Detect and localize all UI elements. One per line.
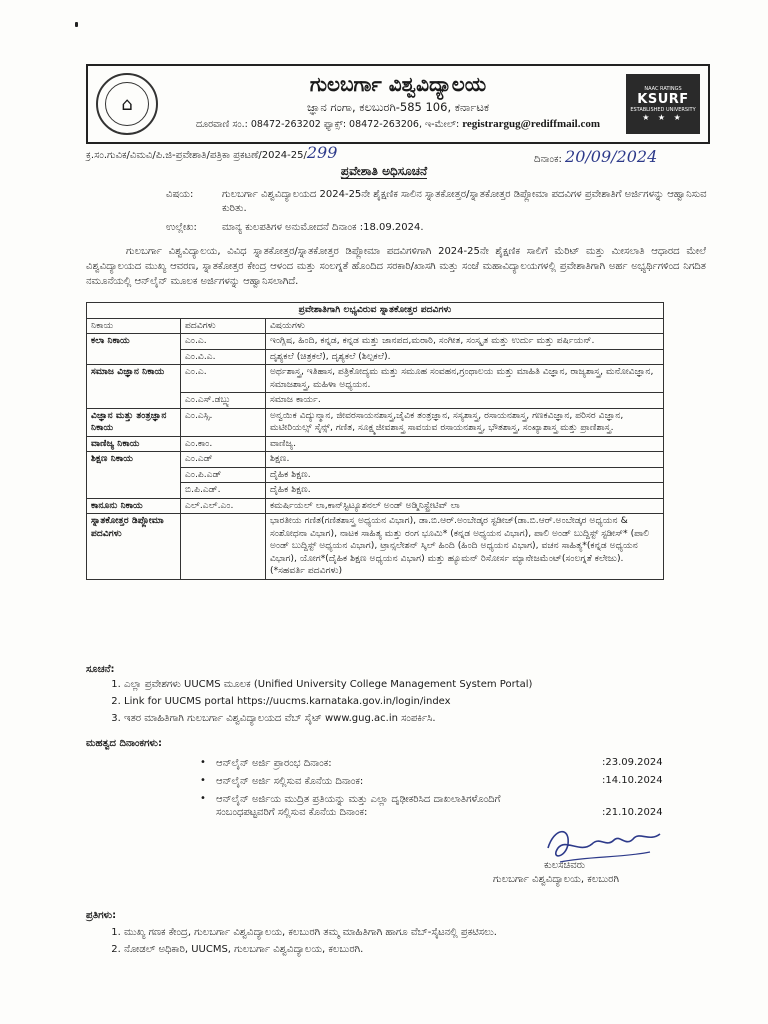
reference-line [86, 143, 710, 166]
table-row [87, 365, 664, 393]
degree-cell: ಎಂ.ಎ. [181, 365, 266, 393]
signatory-org: ಗುಲಬರ್ಗಾ ವಿಶ್ವವಿದ್ಯಾಲಯ, ಕಲಬುರಗಿ [493, 874, 619, 885]
copies-label: ಪ್ರತಿಗಳು: [86, 910, 117, 921]
badge-subtitle: ESTABLISHED UNIVERSITY [630, 107, 696, 113]
university-title: ಗುಲಬರ್ಗಾ ವಿಶ್ವವಿದ್ಯಾಲಯ [309, 72, 487, 96]
reference-number-handwritten: 299 [306, 143, 338, 162]
subjects-cell: ಅನ್ವಯಿಕ ವಿದ್ಯುನ್ಮಾನ, ಜೀವರಸಾಯನಶಾಸ್ತ್ರ,ಜೈವಿಕ ತಂತ್ರಜ್ಞಾನ, ಸಸ್ಯಶಾಸ್ತ್ರ, ರಸಾಯನಶಾಸ್ತ್ರ, ಗಣಕವಿಜ್ಞಾನ, ಪರಿಸರ ವಿಜ್ಞಾನ, ಮಟೀರಿಯಲ್ಸ್ ಸೈನ್ಸ್, ಗಣಿತ, ಸೂಕ್ಷ್ಮಜೀವಶಾಸ್ತ್ರ ಸಾವಯವ ರಸಾಯನಶಾಸ್ತ್ರ, ಭೌತಶಾಸ್ತ್ರ, ಸಂಖ್ಯಾಶಾಸ್ತ್ರ ಮತ್ತು ಪ್ರಾಣಿಶಾಸ್ತ್ರ. [266, 408, 664, 436]
note-item: 1. ಎಲ್ಲಾ ಪ್ರವೇಶಗಳು UUCMS ಮೂಲಕ (Unified University College Management System Portal) [124, 678, 706, 692]
subjects-cell: ವಾಣಿಜ್ಯ. [266, 436, 664, 452]
degree-cell: ಎಲ್.ಎಲ್.ಎಂ. [181, 498, 266, 514]
date-row-label: ಆನ್‌ಲೈನ್ ಅರ್ಜಿಯ ಮುದ್ರಿತ ಪ್ರತಿಯನ್ನು ಮತ್ತು ಎಲ್ಲಾ ದೃಢೀಕರಿಸಿದ ದಾಖಲಾತಿಗಳೊಂದಿಗೆ ಸಂಬಂಧಪಟ್ಟವರಿಗೆ ಸಲ್ಲಿಸುವ ಕೊನೆಯ ದಿನಾಂಕ: [216, 794, 501, 818]
degree-cell: ಎಂ.ವಿ.ಎ. [181, 349, 266, 365]
header-subjects: ವಿಷಯಗಳು [266, 318, 664, 334]
date-row-label: ಆನ್‌ಲೈನ್ ಅರ್ಜಿ ಪ್ರಾರಂಭ ದಿನಾಂಕ: [216, 758, 332, 769]
degree-cell: ಎಂ.ಎ. [181, 334, 266, 350]
important-dates [86, 738, 706, 823]
faculty-cell: ಕಾನೂನು ನಿಕಾಯ [87, 498, 181, 514]
subjects-cell: ಅರ್ಥಶಾಸ್ತ್ರ, ಇತಿಹಾಸ, ಪತ್ರಿಕೋದ್ಯಮ ಮತ್ತು ಸಮೂಹ ಸಂವಹನ,ಗ್ರಂಥಾಲಯ ಮತ್ತು ಮಾಹಿತಿ ವಿಜ್ಞಾನ, ರಾಜ್ಯಶಾಸ್ತ್ರ, ಮನೋವಿಜ್ಞಾನ, ಸಮಾಜಶಾಸ್ತ್ರ, ಮಹಿಳಾ ಅಧ್ಯಯನ. [266, 365, 664, 393]
faculty-cell: ಸ್ನಾತಕೋತ್ತರ ಡಿಪ್ಲೋಮಾ ಪದವಿಗಳು [87, 514, 181, 580]
faculty-cell: ವಾಣಿಜ್ಯ ನಿಕಾಯ [87, 436, 181, 452]
subjects-cell: ದೈಹಿಕ ಶಿಕ್ಷಣ. [266, 467, 664, 483]
table-row [87, 408, 664, 436]
signatory-title: ಕುಲಸಚಿವರು [544, 860, 586, 871]
badge-stars: ★ ★ ★ [642, 113, 684, 122]
table-row [87, 436, 664, 452]
date-row-value: :23.09.2024 [602, 757, 663, 768]
table-row [87, 452, 664, 468]
degree-cell [181, 514, 266, 580]
notes-label: ಸೂಚನೆ: [86, 664, 115, 675]
note-item: 3. ಇತರ ಮಾಹಿತಿಗಾಗಿ ಗುಲಬರ್ಗಾ ವಿಶ್ವವಿದ್ಯಾಲಯದ ವೆಬ್ ಸೈಟ್ www.gug.ac.in ಸಂಪರ್ಕಿಸಿ. [124, 712, 706, 726]
degree-cell: ಎಂ.ಕಾಂ. [181, 436, 266, 452]
subjects-cell: ಸಮಾಜ ಕಾರ್ಯ. [266, 393, 664, 409]
contact-email: registrargug@rediffmail.com [462, 118, 601, 130]
degree-cell: ಎಂ.ಎಡ್ [181, 452, 266, 468]
faculty-cell: ಕಲಾ ನಿಕಾಯ [87, 334, 181, 365]
date-row-value: :21.10.2024 [602, 807, 663, 818]
scan-speck [75, 22, 78, 27]
date-row [86, 757, 706, 775]
reference-number: ಕ್ರ.ಸಂ.ಗುವಿಕ/ವಿಮವಿ/ಪಿ.ಜಿ-ಪ್ರವೇಶಾತಿ/ಪತ್ರಿಕಾ ಪ್ರಕಟಣೆ/2024-25/ [86, 150, 307, 161]
table-row [87, 498, 664, 514]
notes-section [86, 664, 706, 729]
bullet-icon: • [200, 775, 206, 786]
copy-item: 1. ಮುಖ್ಯ ಗಣಕ ಕೇಂದ್ರ, ಗುಲಬರ್ಗಾ ವಿಶ್ವವಿದ್ಯಾಲಯ, ಕಲಬುರಗಿ ತಮ್ಮ ಮಾಹಿತಿಗಾಗಿ ಹಾಗೂ ವೆಬ್-ಸೈಟನಲ್ಲಿ ಪ್ರಕಟಿಸಲು. [124, 927, 706, 938]
table-title: ಪ್ರವೇಶಾತಿಗಾಗಿ ಲಭ್ಯವಿರುವ ಸ್ನಾತಕೋತ್ತರ ಪದವಿಗಳು [87, 303, 664, 319]
badge-top-text: NAAC RATINGS [644, 86, 682, 92]
subjects-cell: ದೈಹಿಕ ಶಿಕ್ಷಣ. [266, 483, 664, 499]
table-header-row [87, 318, 664, 334]
body-paragraph: ಗುಲಬರ್ಗಾ ವಿಶ್ವವಿದ್ಯಾಲಯ, ವಿವಿಧ ಸ್ನಾತಕೋತ್ತರ/ಸ್ನಾತಕೋತ್ತರ ಡಿಪ್ಲೋಮಾ ಪದವಿಗಳಿಗಾಗಿ 2024-25ನೇ ಶೈಕ್ಷಣಿಕ ಸಾಲಿಗೆ ಮೆರಿಟ್ ಮತ್ತು ಮೀಸಲಾತಿ ಆಧಾರದ ಮೇಲೆ ವಿಶ್ವವಿದ್ಯಾಲಯದ ಮುಖ್ಯ ಆವರಣ, ಸ್ನಾತಕೋತ್ತರ ಕೇಂದ್ರ ಆಳಂದ ಮತ್ತು ಸಂಲಗ್ನತೆ ಹೊಂದಿದ ಸರಕಾರಿ/ಖಾಸಗಿ ಮತ್ತು ಸಂಜೆ ಮಹಾವಿದ್ಯಾಲಯಗಳಲ್ಲಿ ಪ್ರವೇಶಾತಿಗಾಗಿ ಅರ್ಹ ಅಭ್ಯರ್ಥಿಗಳಿಂದ ನಿಗದಿತ ನಮೂನೆಯಲ್ಲಿ ಆನ್‌ಲೈನ್ ಮೂಲಕ ಅರ್ಜಿಗಳನ್ನು ಆಹ್ವಾನಿಸಲಾಗಿದೆ. [86, 246, 706, 287]
date-row-value: :14.10.2024 [602, 775, 663, 786]
notice-heading: ಪ್ರವೇಶಾತಿ ಅಧಿಸೂಚನೆ [340, 164, 428, 178]
subjects-cell: ಶಿಕ್ಷಣ. [266, 452, 664, 468]
university-contact [88, 118, 708, 130]
note-item: 2. Link for UUCMS portal https://uucms.karnataka.gov.in/login/index [124, 695, 706, 709]
table-row [87, 334, 664, 350]
contact-numbers: ದೂರವಾಣಿ ಸಂ.: 08472-263202 ಫ್ಯಾಕ್ಸ್: 08472-263206, ಇ-ಮೇಲ್: [195, 119, 460, 130]
ksurf-badge [626, 74, 700, 134]
subjects-cell: ಇಂಗ್ಲಿಷ, ಹಿಂದಿ, ಕನ್ನಡ, ಕನ್ನಡ ಮತ್ತು ಜಾನಪದ,ಮರಾಠಿ, ಸಂಗೀತ, ಸಂಸ್ಕೃತ ಮತ್ತು ಉರ್ದು ಮತ್ತು ಪರ್ಷಿಯನ್. [266, 334, 664, 350]
reference-label: ಉಲ್ಲೇಖ: [166, 222, 197, 233]
date-handwritten: 20/09/2024 [565, 147, 658, 166]
dates-label: ಮಹತ್ವದ ದಿನಾಂಕಗಳು: [86, 738, 162, 749]
subjects-cell: ಭಾರತೀಯ ಗಣಿತ(ಗಣಿತಶಾಸ್ತ್ರ ಅಧ್ಯಯನ ವಿಭಾಗ), ಡಾ.ಬಿ.ಆರ್.ಅಂಬೇಡ್ಕರ ಸ್ಟಡೀಜ್(ಡಾ.ಬಿ.ಆರ್.ಅಂಬೇಡ್ಕರ ಅಧ್ಯಯನ & ಸಂಶೋಧನಾ ವಿಭಾಗ), ನಾಟಕ ಸಾಹಿತ್ಯ ಮತ್ತು ರಂಗ ಭೂಮಿ* (ಕನ್ನಡ ಅಧ್ಯಯನ ವಿಭಾಗ), ಪಾಲಿ ಅಂಡ್ ಬುದ್ದಿಸ್ಟ್ ಸ್ಟಡೀಸ್* (ಪಾಲಿ ಅಂಡ್ ಬುದ್ದಿಸ್ಟ್ ಅಧ್ಯಯನ ವಿಭಾಗ), ಟ್ರಾನ್ಸಲೇಶನ್ ಸ್ಕಿಲ್ ಹಿಂದಿ (ಹಿಂದಿ ಅಧ್ಯಯನ ವಿಭಾಗ), ವಚನ ಸಾಹಿತ್ಯ*(ಕನ್ನಡ ಅಧ್ಯಯನ ವಿಭಾಗ), ಯೋಗ*(ದೈಹಿಕ ಶಿಕ್ಷಣ ಅಧ್ಯಯನ ವಿಭಾಗ) ಮತ್ತು ಹ್ಯೂಮನ್ ರಿಸೋರ್ಸ ಮ್ಯಾನೇಜಮೆಂಟ್(ಸಂಲಗ್ನತೆ ಕಲೇಜು). (*ಸಹವರ್ತಿ ಪದವಿಗಳು) [266, 514, 664, 580]
degree-cell: ಎಂ.ಎಸ್.ಡಬ್ಲ್ಯು [181, 393, 266, 409]
faculty-cell: ಸಮಾಜ ವಿಜ್ಞಾನ ನಿಕಾಯ [87, 365, 181, 409]
header-degree: ಪದವಿಗಳು [181, 318, 266, 334]
programs-table [86, 302, 664, 580]
emblem-icon: ⌂ [105, 82, 149, 126]
copy-item: 2. ನೋಡಲ್ ಅಧಿಕಾರಿ, UUCMS, ಗುಲಬರ್ಗಾ ವಿಶ್ವವಿದ್ಯಾಲಯ, ಕಲಬುರಗಿ. [124, 944, 706, 955]
faculty-cell: ಶಿಕ್ಷಣ ನಿಕಾಯ [87, 452, 181, 499]
subjects-cell: ಕಮರ್ಷಿಯಲ್ ಲಾ,ಕಾನ್‌ಸ್ಟಿಟ್ಯೂಶನಲ್ ಅಂಡ್ ಅಡ್ಮಿನಿಸ್ಟ್ರೇಟಿವ್ ಲಾ [266, 498, 664, 514]
degree-cell: ಎಂ.ಪಿ.ಎಡ್ [181, 467, 266, 483]
university-address: ಜ್ಞಾನ ಗಂಗಾ, ಕಲಬುರಗಿ-585 106, ಕರ್ನಾಟಕ [306, 100, 490, 114]
letterhead [86, 64, 710, 144]
subjects-cell: ದೃಶ್ಯಕಲೆ (ಚಿತ್ರಕಲೆ), ದೃಶ್ಯಕಲೆ (ಶಿಲ್ಪಕಲೆ). [266, 349, 664, 365]
bullet-icon: • [200, 757, 206, 768]
copies-section [86, 910, 706, 961]
degree-cell: ಎಂ.ಎಸ್ಸಿ. [181, 408, 266, 436]
reference-text: ಮಾನ್ಯ ಕುಲಪತಿಗಳ ಅನುಮೋದನೆ ದಿನಾಂಕ :18.09.2024. [222, 222, 424, 233]
bullet-icon: • [200, 793, 206, 804]
table-title-row [87, 303, 664, 319]
date-row [86, 775, 706, 793]
degree-cell: ಬಿ.ಪಿ.ಎಡ್. [181, 483, 266, 499]
badge-name: KSURF [637, 92, 689, 107]
faculty-cell: ವಿಜ್ಞಾನ ಮತ್ತು ತಂತ್ರಜ್ಞಾನ ನಿಕಾಯ [87, 408, 181, 436]
subject-label: ವಿಷಯ: [166, 189, 194, 200]
date-label: ದಿನಾಂಕ: [534, 154, 562, 165]
subject-text: ಗುಲಬರ್ಗಾ ವಿಶ್ವವಿದ್ಯಾಲಯದ 2024-25ನೇ ಶೈಕ್ಷಣಿಕ ಸಾಲಿನ ಸ್ನಾತಕೋತ್ತರ/ಸ್ನಾತಕೋತ್ತರ ಡಿಪ್ಲೋಮಾ ಪದವಿಗಳ ಪ್ರವೇಶಾತಿಗೆ ಅರ್ಜಿಗಳನ್ನು ಆಹ್ವಾನಿಸುವ ಕುರಿತು. [222, 189, 707, 214]
table-row [87, 514, 664, 580]
header-faculty: ನಿಕಾಯ [87, 318, 181, 334]
date-row-label: ಆನ್‌ಲೈನ್ ಅರ್ಜಿ ಸಲ್ಲಿಸುವ ಕೊನೆಯ ದಿನಾಂಕ: [216, 776, 364, 787]
